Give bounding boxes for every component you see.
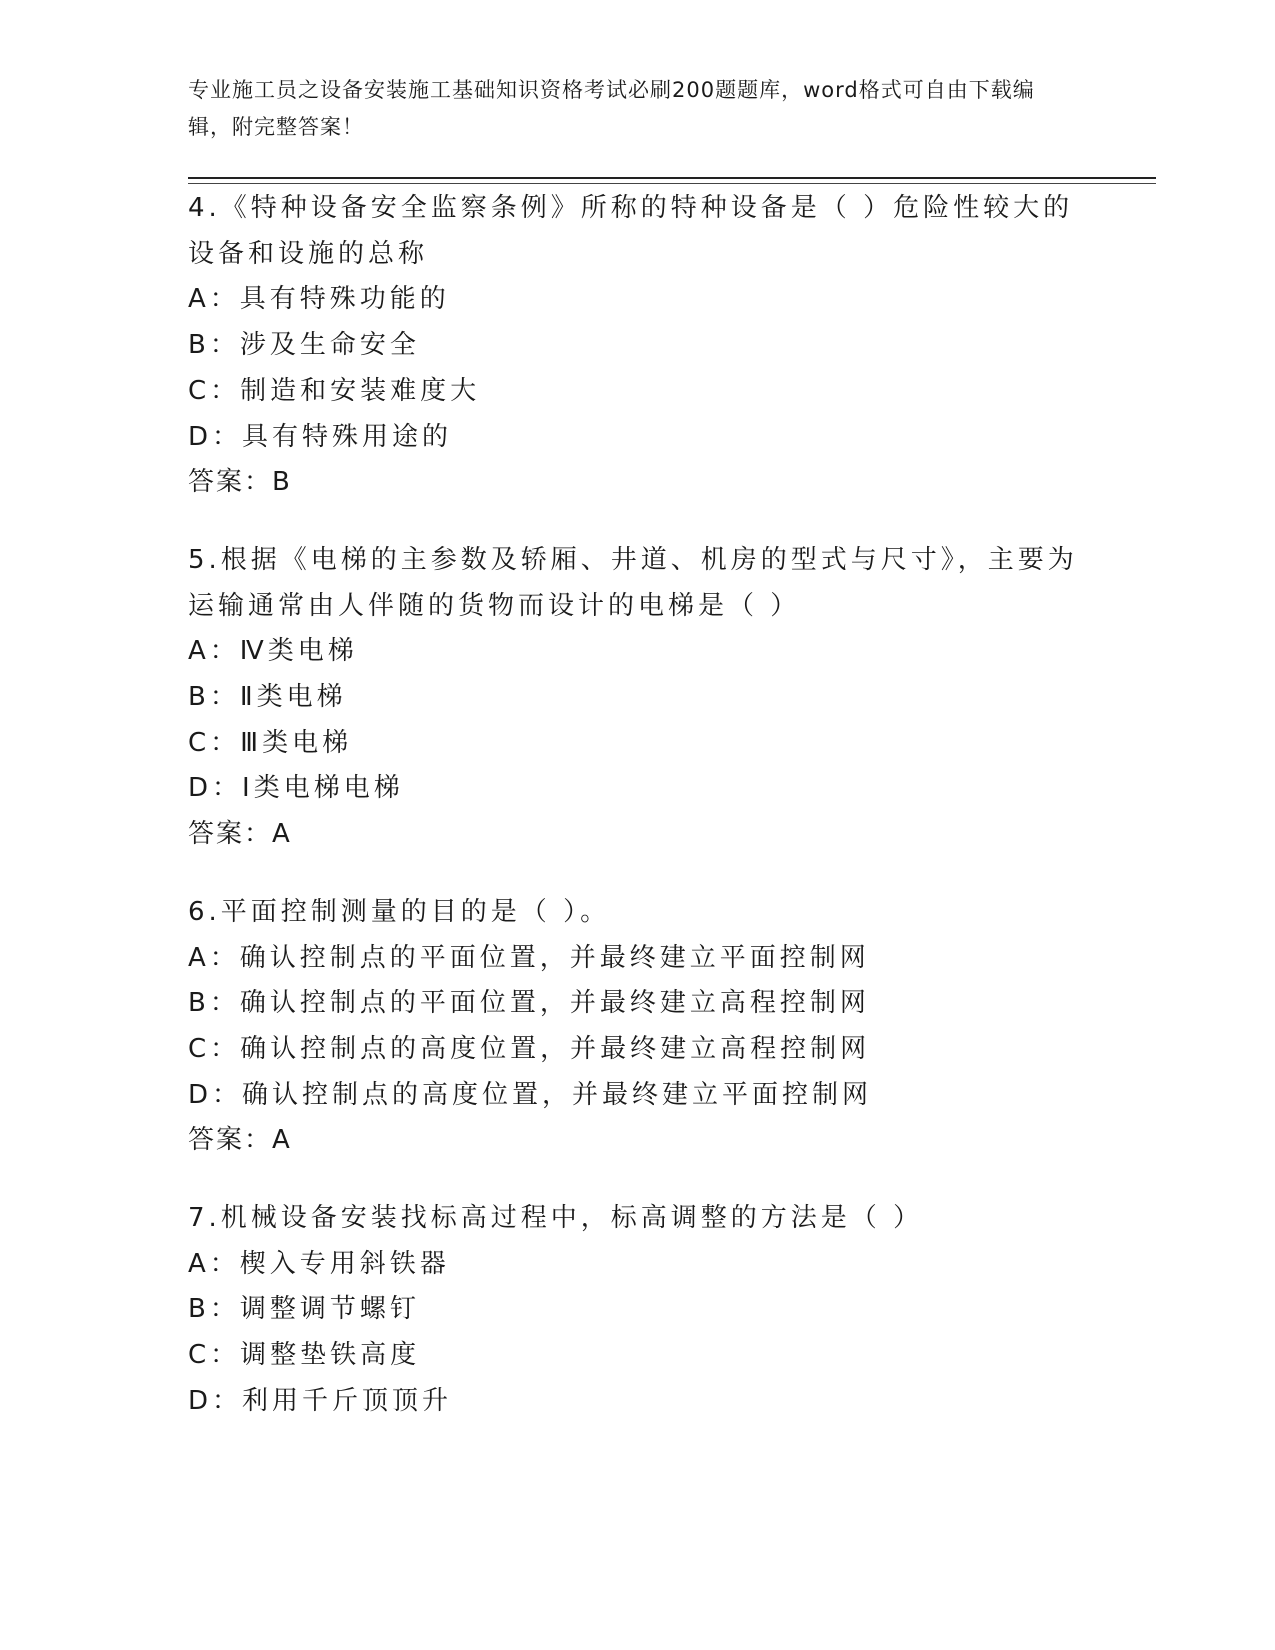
answer-line: 答案：A — [188, 1125, 292, 1156]
option-d: D：利用千斤顶顶升 — [188, 1385, 453, 1416]
question-list — [188, 186, 1088, 1457]
answer-line: 答案：B — [188, 467, 292, 498]
option-b: B：Ⅱ类电梯 — [188, 682, 347, 713]
question-stem: 5.根据《电梯的主参数及轿厢、井道、机房的型式与尺寸》，主要为运输通常由人伴随的货物而设计的电梯是（ ） — [188, 544, 1078, 621]
option-a: A：具有特殊功能的 — [188, 284, 450, 315]
document-header: 专业施工员之设备安装施工基础知识资格考试必刷200题题库，word格式可自由下载编辑，附完整答案！ — [188, 78, 1035, 139]
option-c: C：制造和安装难度大 — [188, 375, 481, 406]
answer-line: 答案：A — [188, 819, 292, 850]
option-c: C：调整垫铁高度 — [188, 1340, 421, 1371]
option-a: A：楔入专用斜铁器 — [188, 1248, 450, 1279]
option-b: B：调整调节螺钉 — [188, 1294, 420, 1325]
option-d: D：Ⅰ类电梯电梯 — [188, 773, 404, 804]
header-divider-thin — [188, 183, 1156, 184]
option-c: C：确认控制点的高度位置，并最终建立高程控制网 — [188, 1033, 871, 1064]
question-stem: 4.《特种设备安全监察条例》所称的特种设备是（ ）危险性较大的设备和设施的总称 — [188, 193, 1074, 269]
option-d: D：具有特殊用途的 — [188, 421, 453, 452]
option-d: D：确认控制点的高度位置，并最终建立平面控制网 — [188, 1079, 873, 1110]
question-6 — [188, 890, 1088, 1164]
option-a: A：确认控制点的平面位置，并最终建立平面控制网 — [188, 942, 870, 973]
option-c: C：Ⅲ类电梯 — [188, 727, 353, 758]
option-b: B：涉及生命安全 — [188, 330, 420, 361]
option-b: B：确认控制点的平面位置，并最终建立高程控制网 — [188, 988, 870, 1019]
question-5 — [188, 538, 1088, 858]
option-a: A：Ⅳ类电梯 — [188, 636, 358, 667]
question-4 — [188, 186, 1088, 506]
question-7 — [188, 1196, 1088, 1425]
header-divider-thick — [188, 177, 1156, 179]
question-stem: 6.平面控制测量的目的是（ ）。 — [188, 896, 611, 927]
question-stem: 7.机械设备安装找标高过程中，标高调整的方法是（ ） — [188, 1203, 924, 1234]
